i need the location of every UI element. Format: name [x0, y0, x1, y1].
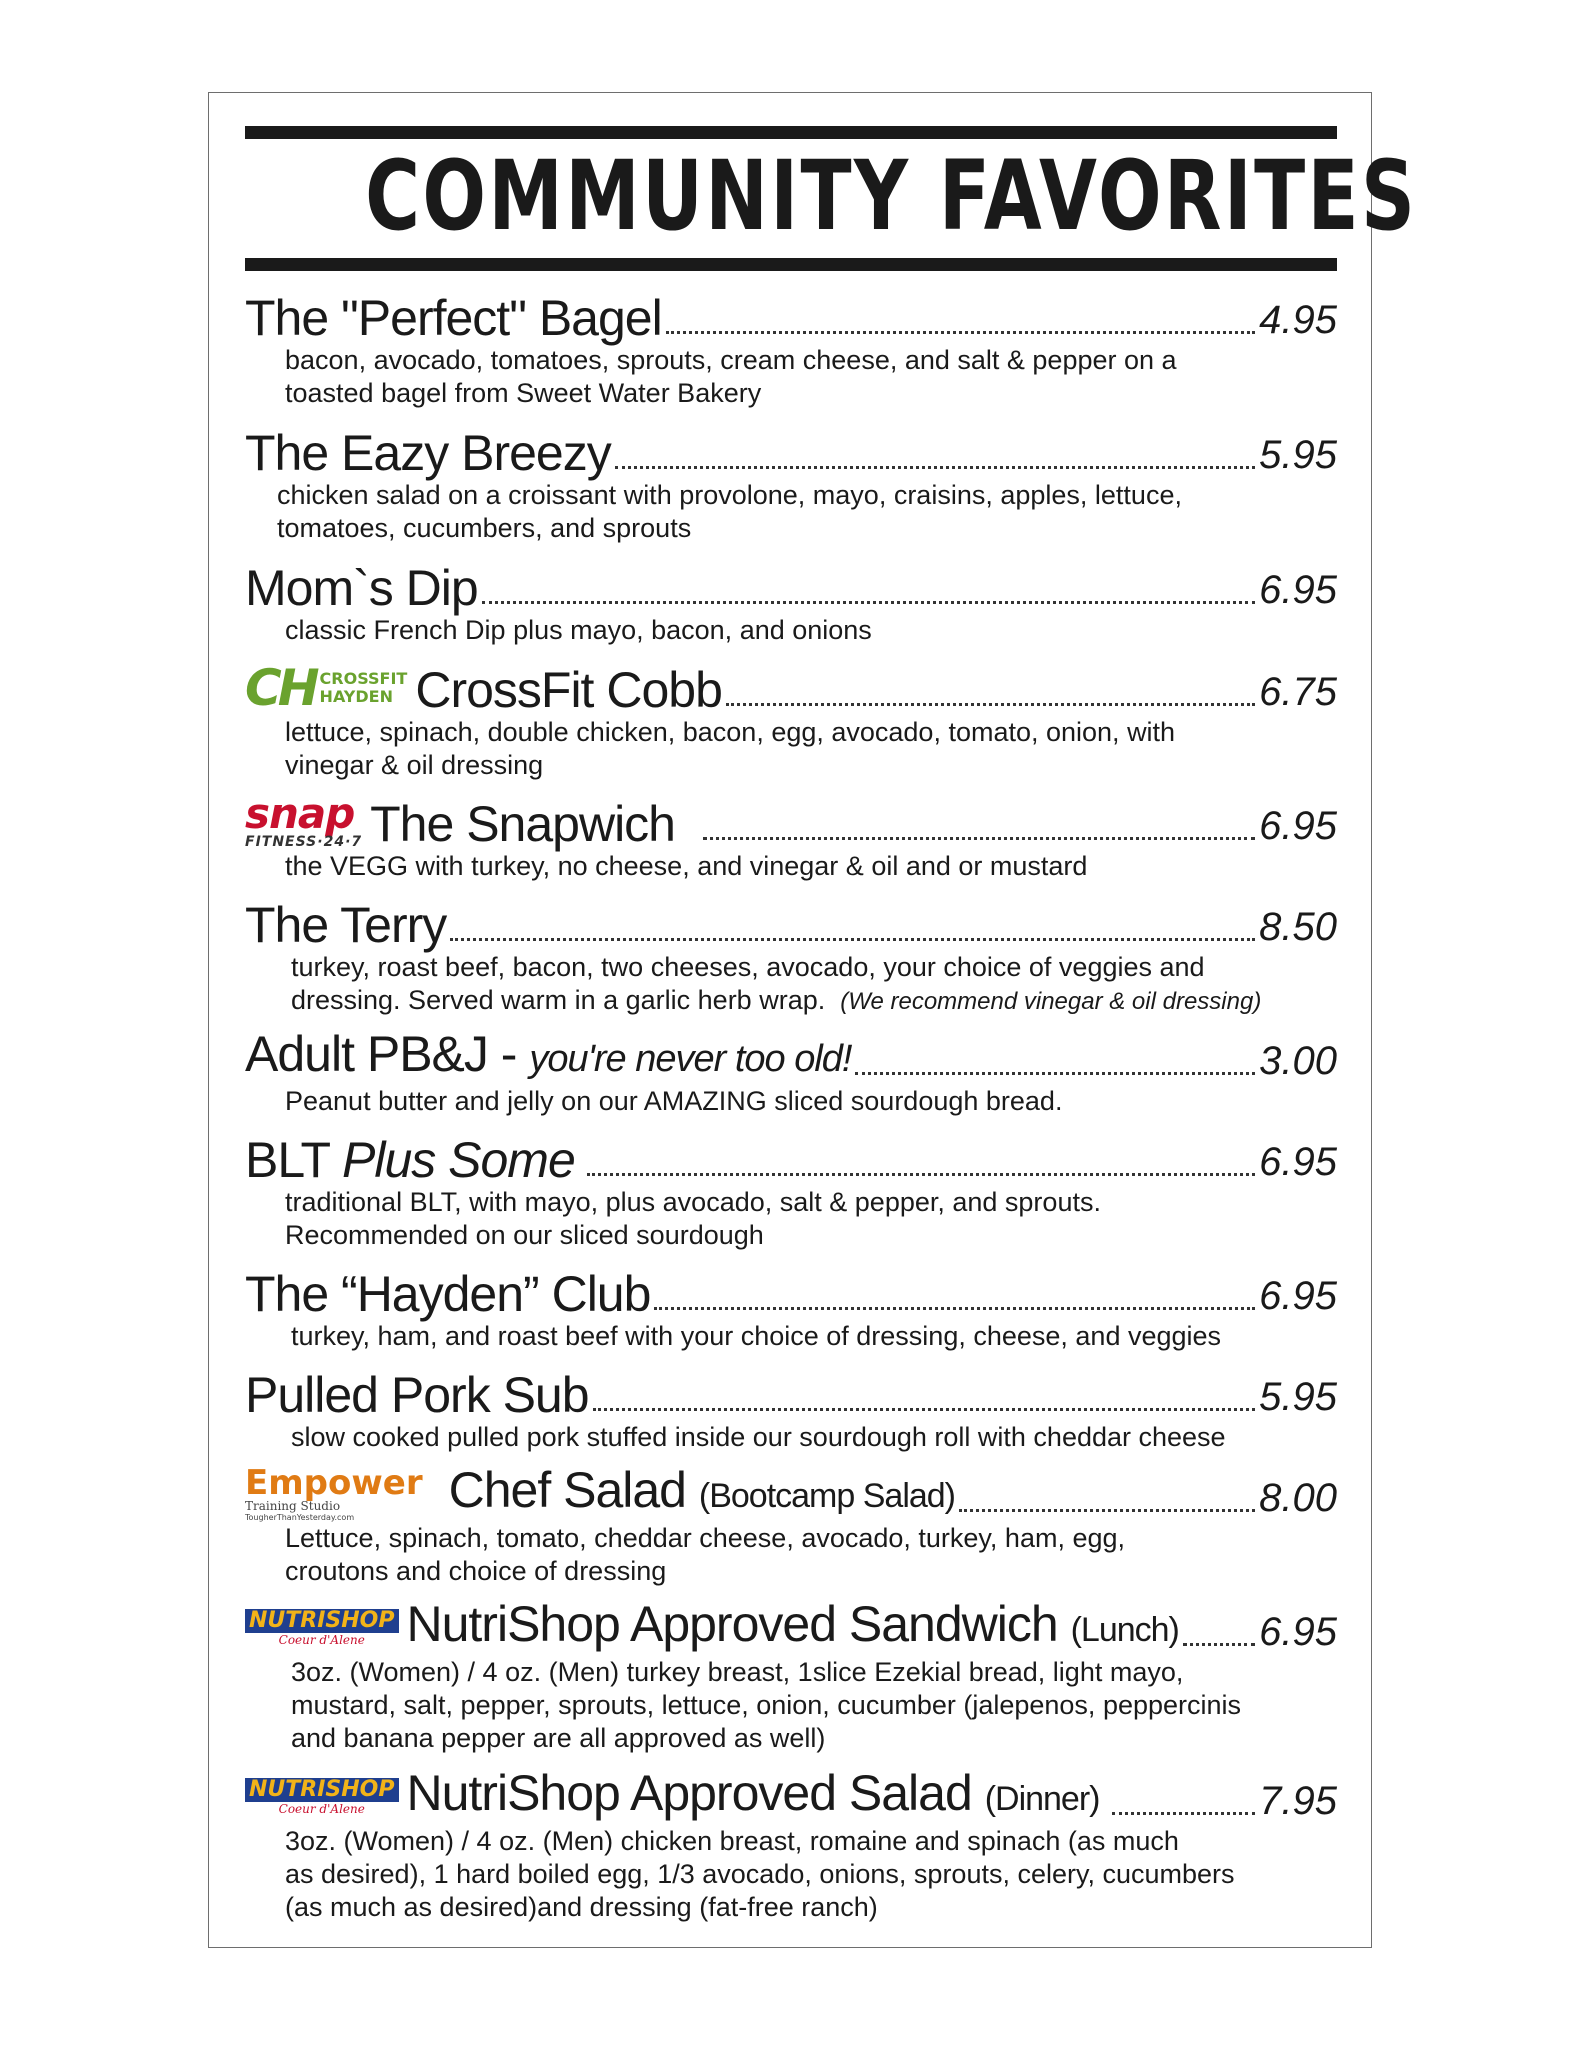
item-price: 6.95 [1259, 1610, 1337, 1654]
menu-item [245, 1765, 1337, 1924]
leader-dots [482, 601, 1255, 604]
title-top-rule [245, 126, 1337, 139]
item-name: The “Hayden” Club [245, 1266, 651, 1322]
snap-fitness-logo: snap FITNESS·24·7 [245, 789, 363, 850]
menu-item [245, 790, 1337, 883]
leader-dots [703, 837, 1255, 840]
empower-training-logo: Empower Training Studio TougherThanYesterday.com [245, 1463, 423, 1522]
item-price: 4.95 [1259, 298, 1337, 342]
item-description: slow cooked pulled pork stuffed inside our sourdough roll with cheddar cheese [291, 1422, 1226, 1452]
leader-dots [587, 1173, 1255, 1176]
item-price: 6.95 [1259, 804, 1337, 848]
title-bottom-rule [245, 258, 1337, 271]
leader-dots [855, 1072, 1255, 1075]
menu-item [245, 1025, 1337, 1118]
menu-title: COMMUNITY FAVORITES [365, 140, 1418, 252]
item-name: BLT Plus Some [245, 1132, 575, 1188]
item-name: NutriShop Approved Sandwich (Lunch) [406, 1596, 1179, 1652]
menu-item [245, 419, 1337, 545]
item-name: The Terry [245, 897, 447, 953]
item-name: CrossFit Cobb [415, 662, 722, 718]
menu-item [245, 1462, 1337, 1588]
item-price: 5.95 [1259, 433, 1337, 477]
leader-dots [726, 703, 1255, 706]
item-price: 8.00 [1259, 1476, 1337, 1520]
item-description: 3oz. (Women) / 4 oz. (Men) turkey breast, 1slice Ezekial bread, light mayo, mustard, salt, pepper, sprouts, lettuce, onion, cucumber (jalepenos, peppercinis and banana pepper are all approved as well) [291, 1657, 1242, 1753]
item-description: turkey, ham, and roast beef with your choice of dressing, cheese, and veggies [291, 1321, 1222, 1351]
menu-item [245, 656, 1337, 782]
menu-item [245, 554, 1337, 647]
item-name: Chef Salad (Bootcamp Salad) [448, 1462, 956, 1518]
menu-item [245, 284, 1337, 410]
leader-dots [615, 466, 1255, 469]
item-price: 5.95 [1259, 1375, 1337, 1419]
item-price: 6.95 [1259, 1274, 1337, 1318]
item-description: classic French Dip plus mayo, bacon, and onions [285, 615, 872, 645]
leader-dots [1112, 1812, 1256, 1815]
item-description: chicken salad on a croissant with provolone, mayo, craisins, apples, lettuce, tomatoes, cucumbers, and sprouts [277, 480, 1182, 543]
item-description: Peanut butter and jelly on our AMAZING sliced sourdough bread. [285, 1086, 1063, 1116]
item-description: turkey, roast beef, bacon, two cheeses, avocado, your choice of veggies and dressing. Served warm in a garlic herb wrap. (We recommend vinegar & oil dressing) [291, 952, 1262, 1015]
item-name: The Eazy Breezy [245, 425, 611, 481]
item-description: the VEGG with turkey, no cheese, and vinegar & oil and or mustard [285, 851, 1088, 881]
item-description: lettuce, spinach, double chicken, bacon, egg, avocado, tomato, onion, with vinegar & oil dressing [285, 717, 1176, 780]
item-name: NutriShop Approved Salad (Dinner) [406, 1765, 1100, 1821]
leader-dots [450, 938, 1255, 941]
menu-item [245, 1596, 1337, 1755]
leader-dots [593, 1408, 1256, 1411]
crossfit-hayden-logo: CH CROSSFIT HAYDEN [245, 659, 408, 717]
item-name: Mom`s Dip [245, 560, 478, 616]
leader-dots [959, 1509, 1255, 1512]
menu-item [245, 891, 1337, 1018]
item-description: Lettuce, spinach, tomato, cheddar cheese, avocado, turkey, ham, egg, croutons and choice of dressing [285, 1523, 1126, 1586]
item-price: 6.95 [1259, 1140, 1337, 1184]
item-price: 6.95 [1259, 568, 1337, 612]
leader-dots [654, 1307, 1255, 1310]
item-name: The "Perfect" Bagel [245, 290, 662, 346]
nutrishop-logo: NUTRISHOP Coeur d'Alene [245, 1600, 399, 1656]
menu-item [245, 1126, 1337, 1252]
item-description: bacon, avocado, tomatoes, sprouts, cream cheese, and salt & pepper on a toasted bagel from Sweet Water Bakery [285, 345, 1177, 408]
item-price: 8.50 [1259, 905, 1337, 949]
item-name: Pulled Pork Sub [245, 1367, 589, 1423]
item-price: 7.95 [1259, 1779, 1337, 1823]
leader-dots [666, 331, 1255, 334]
menu-item [245, 1361, 1337, 1454]
item-name: The Snapwich [370, 796, 675, 852]
item-description: traditional BLT, with mayo, plus avocado, salt & pepper, and sprouts. Recommended on our sliced sourdough [285, 1187, 1101, 1250]
item-price: 3.00 [1259, 1039, 1337, 1083]
leader-dots [1183, 1643, 1255, 1646]
menu-item [245, 1260, 1337, 1353]
item-name: Adult PB&J - you're never too old! [245, 1026, 852, 1082]
nutrishop-logo: NUTRISHOP Coeur d'Alene [245, 1769, 399, 1825]
item-description: 3oz. (Women) / 4 oz. (Men) chicken breast, romaine and spinach (as much as desired), 1 hard boiled egg, 1/3 avocado, onions, sprouts, celery, cucumbers (as much as desired)and dressing (fat-free ranch) [285, 1826, 1235, 1922]
item-price: 6.75 [1259, 670, 1337, 714]
